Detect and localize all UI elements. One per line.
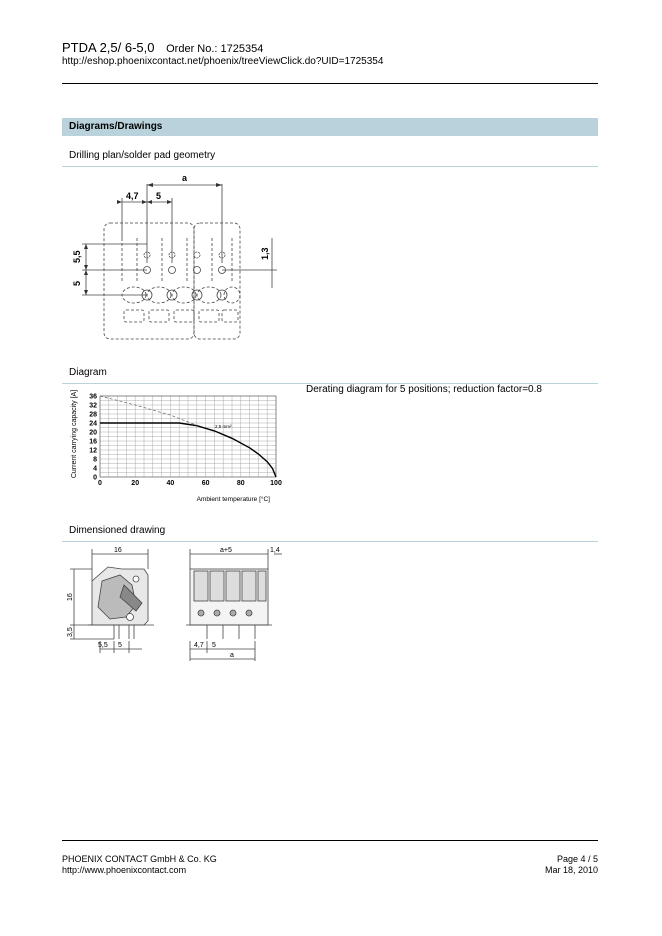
footer-divider	[62, 840, 598, 841]
diagram-caption: Derating diagram for 5 positions; reduction factor=0.8	[306, 384, 542, 395]
drilling-heading: Drilling plan/solder pad geometry	[69, 150, 216, 161]
drilling-plan-drawing	[62, 168, 302, 348]
dimensioned-heading: Dimensioned drawing	[69, 525, 166, 536]
dim-16-height: 16	[67, 593, 74, 601]
dim-5-side: 5	[72, 280, 82, 286]
y-tick-label: 32	[89, 402, 97, 410]
y-tick-label: 36	[89, 393, 97, 401]
dim-4-7: 4,7	[126, 191, 139, 201]
y-tick-label: 16	[89, 438, 97, 446]
dimensioned-underline	[62, 541, 598, 542]
derating-chart	[62, 384, 292, 506]
dim-1-4: 1,4	[270, 547, 280, 554]
footer-date: Mar 18, 2010	[544, 865, 598, 875]
chart-x-ticks	[98, 480, 282, 487]
x-tick-label: 80	[236, 480, 245, 487]
x-tick-label: 0	[98, 480, 102, 487]
chart-grid	[100, 396, 276, 477]
product-name: PTDA 2,5/ 6-5,0	[62, 40, 155, 55]
footer-website[interactable]: http://www.phoenixcontact.com	[62, 865, 187, 875]
x-tick-label: 60	[201, 480, 210, 487]
section-header	[62, 118, 598, 136]
chart-annotation: 2,5 mm²	[215, 424, 232, 429]
footer-company: PHOENIX CONTACT GmbH & Co. KG	[62, 854, 217, 864]
x-tick-label: 20	[131, 480, 140, 487]
x-tick-label: 40	[166, 480, 175, 487]
chart-y-ticks	[89, 394, 97, 482]
chart-y-label: Current carrying capacity [A]	[71, 389, 78, 479]
dim-16-width: 16	[114, 547, 122, 554]
dim-a-plus-5: a+5	[220, 547, 232, 554]
y-tick-label: 20	[89, 429, 97, 437]
header-divider	[62, 83, 598, 84]
dim-5-top: 5	[156, 191, 162, 201]
dim-5-5-base: 5,5	[98, 642, 108, 649]
section-title: Diagrams/Drawings	[69, 121, 163, 132]
dim-3-5: 3,5	[67, 627, 74, 637]
y-tick-label: 28	[89, 411, 97, 419]
dim-1-3: 1,3	[260, 247, 270, 260]
y-tick-label: 24	[89, 420, 97, 428]
y-tick-label: 12	[89, 447, 97, 455]
order-number: Order No.: 1725354	[166, 43, 264, 55]
dim-a-front: a	[230, 652, 234, 659]
y-tick-label: 0	[93, 474, 97, 482]
x-tick-label: 100	[270, 480, 282, 487]
y-tick-label: 8	[93, 456, 97, 464]
footer-page: Page 4 / 5	[556, 854, 598, 864]
dim-5-5: 5,5	[72, 250, 82, 263]
dim-5-base: 5	[118, 642, 122, 649]
y-tick-label: 4	[93, 465, 97, 473]
dim-5-front: 5	[212, 642, 216, 649]
dim-4-7-front: 4,7	[194, 642, 204, 649]
document-title	[62, 40, 263, 55]
dimensioned-drawing	[62, 545, 292, 663]
diagram-heading: Diagram	[69, 367, 107, 378]
drilling-underline	[62, 166, 598, 167]
chart-x-label: Ambient temperature [°C]	[196, 496, 270, 503]
dim-a: a	[182, 173, 188, 183]
product-url[interactable]: http://eshop.phoenixcontact.net/phoenix/treeViewClick.do?UID=1725354	[62, 56, 384, 67]
